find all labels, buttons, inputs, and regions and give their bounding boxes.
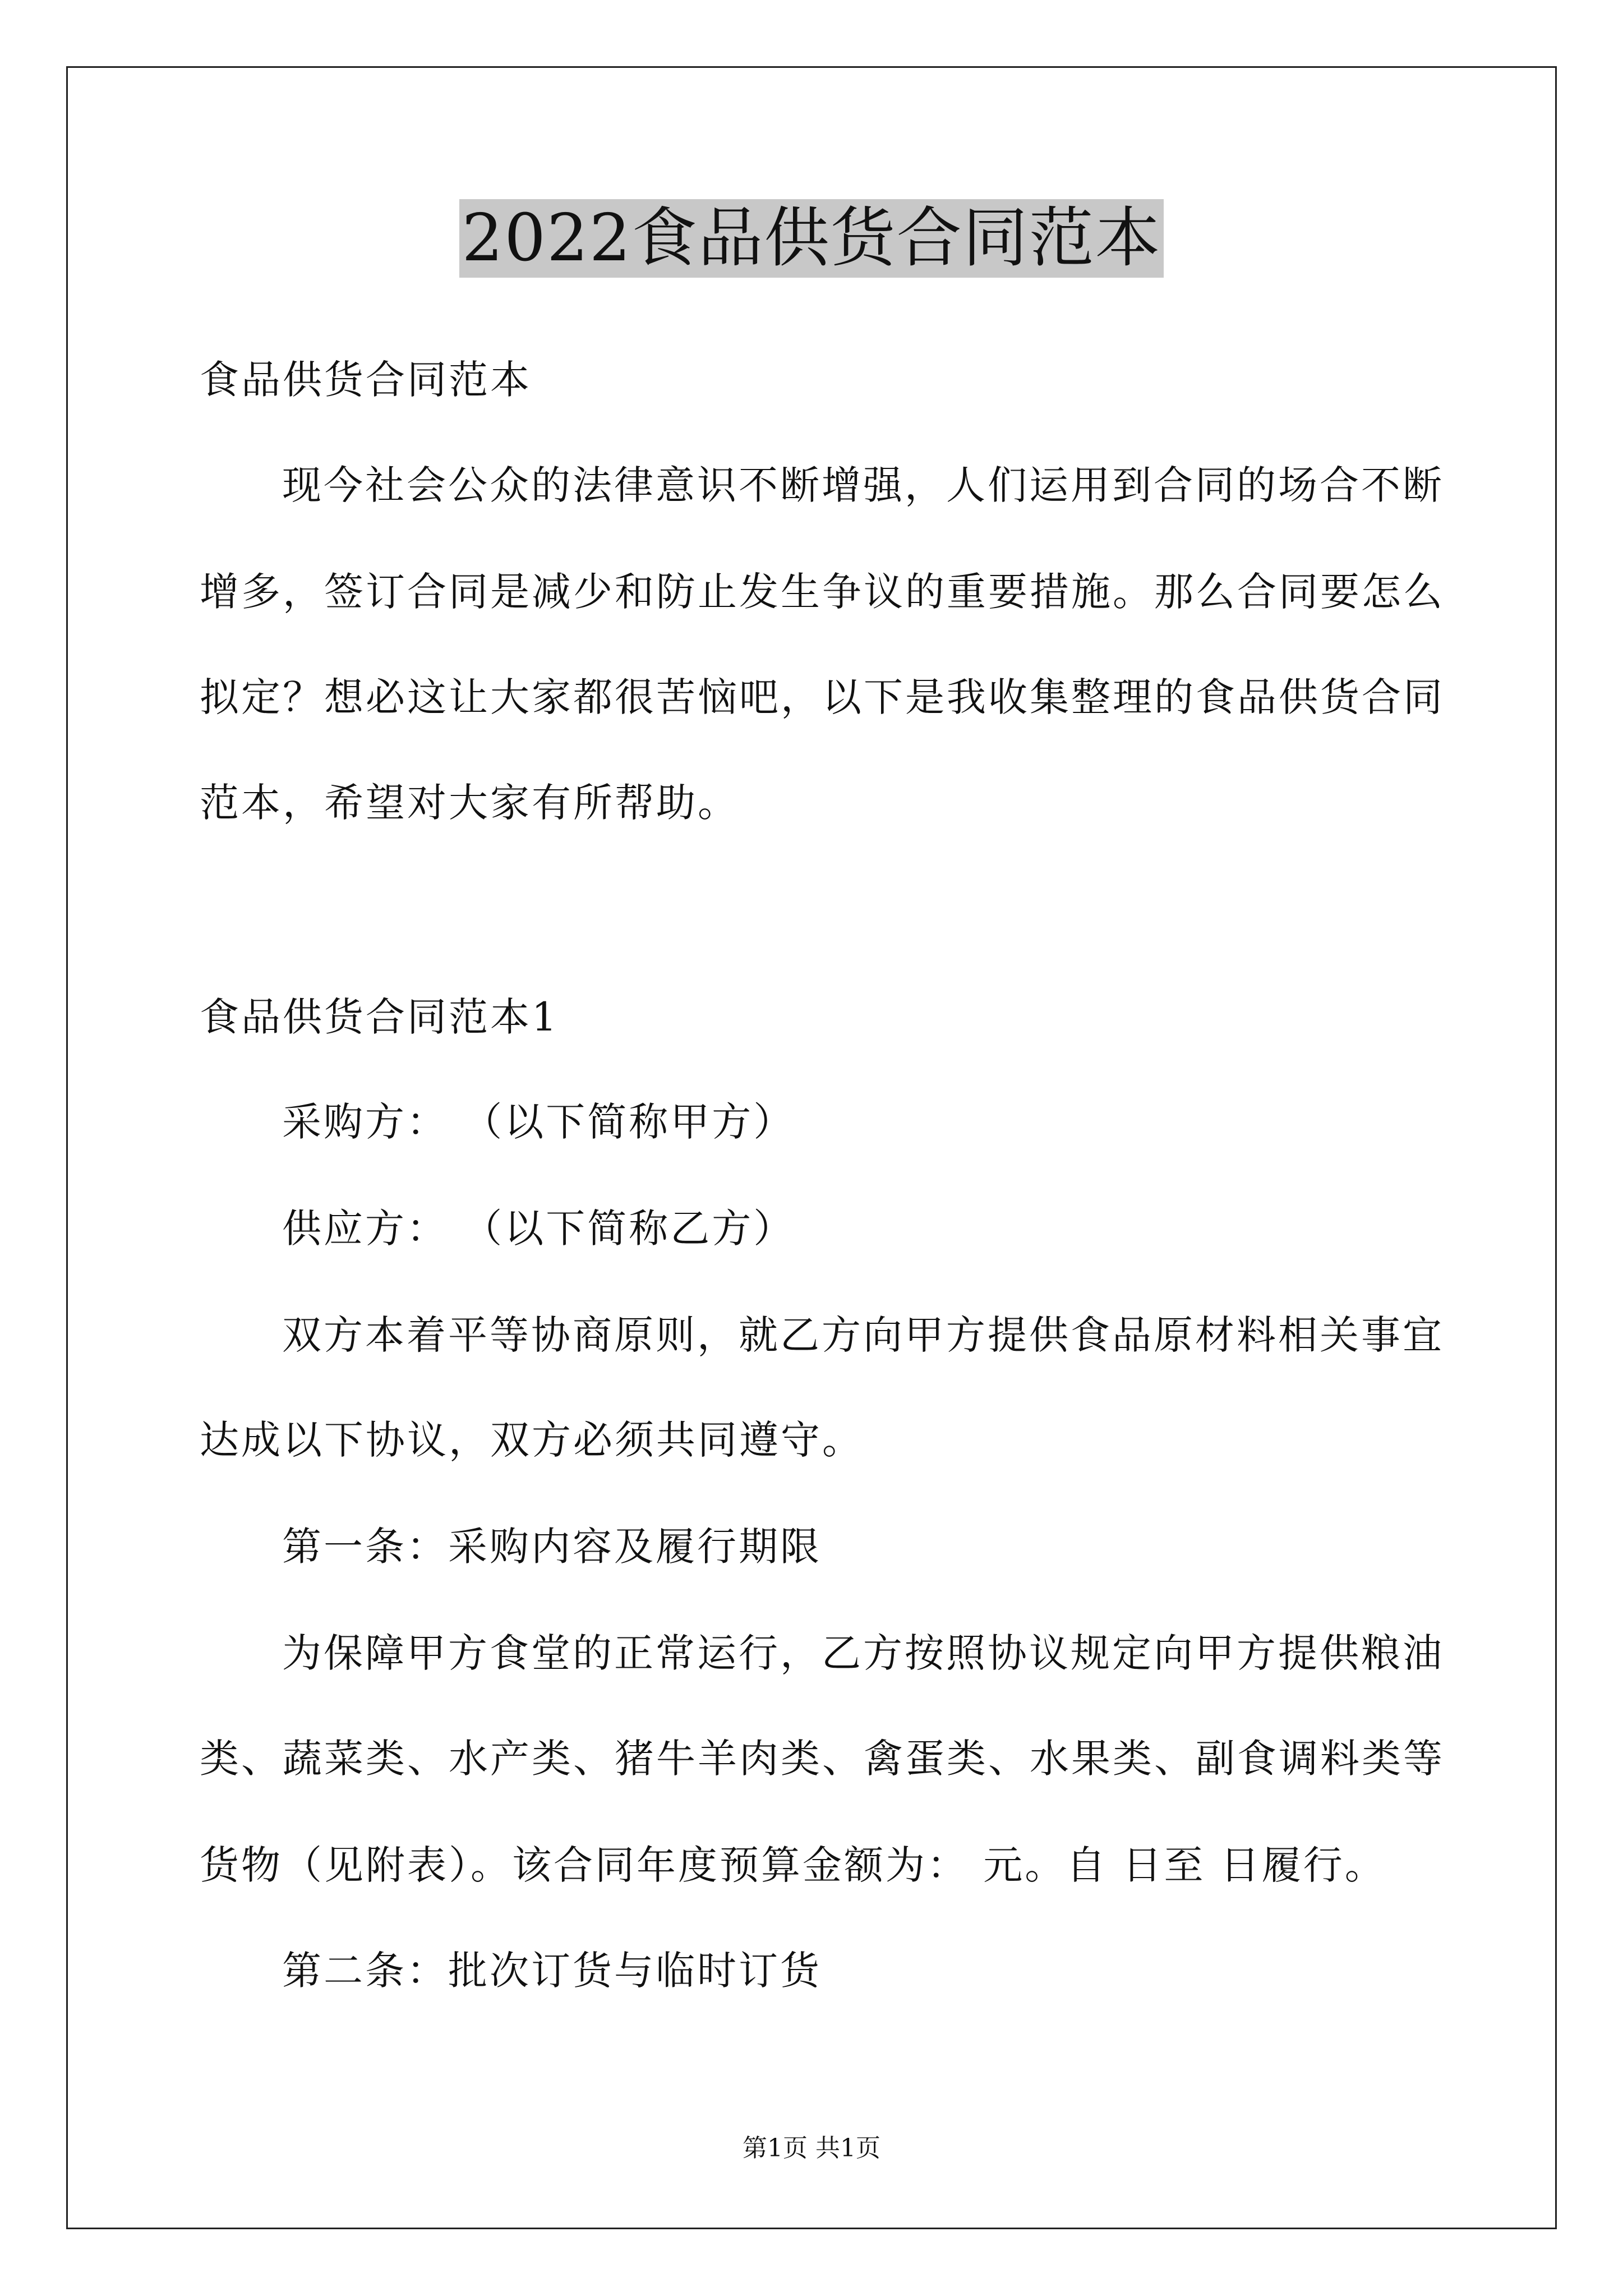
page-footer: 第1页 共1页 xyxy=(743,2134,880,2162)
paragraph-line: 达成以下协议，双方必须共同遵守。 xyxy=(200,1417,864,1463)
paragraph-line: 拟定？想必这让大家都很苦恼吧，以下是我收集整理的食品供货合同 xyxy=(200,674,1445,720)
title-container xyxy=(0,199,1623,278)
document-title: 2022食品供货合同范本 xyxy=(459,199,1163,278)
paragraph-line: 类、蔬菜类、水产类、猪牛羊肉类、禽蛋类、水果类、副食调料类等 xyxy=(200,1736,1445,1782)
paragraph-line: 为保障甲方食堂的正常运行，乙方按照协议规定向甲方提供粮油 xyxy=(282,1630,1444,1676)
paragraph-line: 货物（见附表）。该合同年度预算金额为： 元。自 日至 日履行。 xyxy=(200,1842,1386,1888)
party-b-line: 供应方： （以下简称乙方） xyxy=(282,1205,795,1251)
subtitle: 食品供货合同范本 xyxy=(200,357,532,403)
paragraph-line: 双方本着平等协商原则，就乙方向甲方提供食品原材料相关事宜 xyxy=(282,1312,1444,1358)
paragraph-line: 现今社会公众的法律意识不断增强，人们运用到合同的场合不断 xyxy=(282,462,1444,508)
paragraph-line: 增多，签订合同是减少和防止发生争议的重要措施。那么合同要怎么 xyxy=(200,569,1445,615)
article-heading: 第一条：采购内容及履行期限 xyxy=(282,1524,822,1570)
party-a-line: 采购方： （以下简称甲方） xyxy=(282,1099,795,1145)
section-heading: 食品供货合同范本1 xyxy=(200,994,559,1040)
article-heading: 第二条：批次订货与临时订货 xyxy=(282,1948,822,1994)
paragraph-line: 范本，希望对大家有所帮助。 xyxy=(200,780,739,826)
